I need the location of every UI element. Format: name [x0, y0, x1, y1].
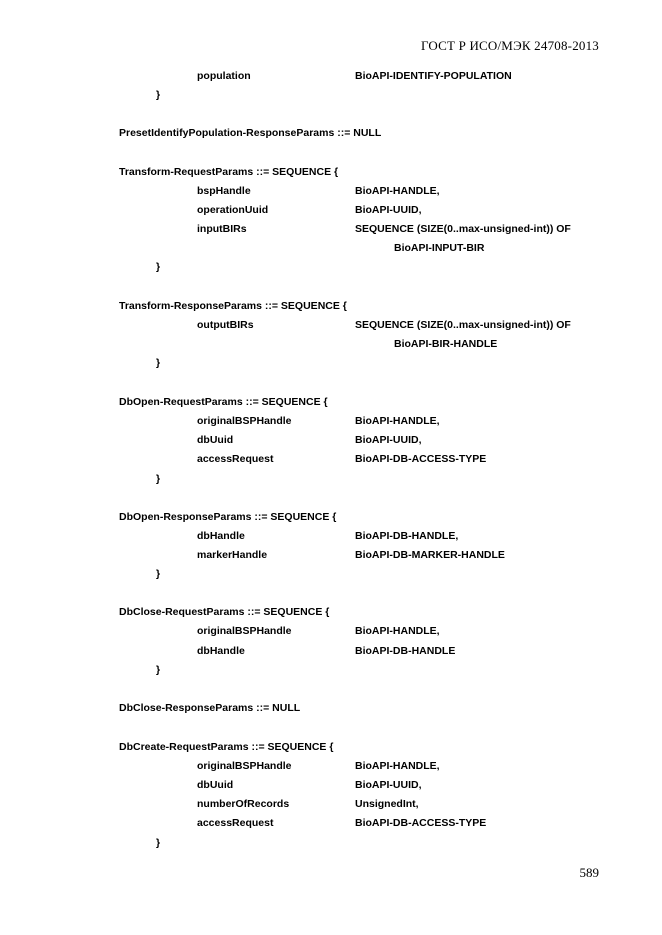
- type-definition: DbCreate-RequestParams ::= SEQUENCE {: [119, 741, 334, 753]
- field-name: dbUuid: [197, 779, 234, 791]
- closing-brace: }: [156, 261, 161, 273]
- field-name: bspHandle: [197, 185, 251, 197]
- field-type: BioAPI-DB-MARKER-HANDLE: [355, 549, 505, 561]
- closing-brace: }: [156, 473, 161, 485]
- page-number: 589: [579, 865, 599, 880]
- type-definition: DbOpen-ResponseParams ::= SEQUENCE {: [119, 511, 337, 523]
- field-type: BioAPI-HANDLE,: [355, 625, 440, 637]
- field-type: SEQUENCE (SIZE(0..max-unsigned-int)) OF: [355, 223, 571, 235]
- field-type: BioAPI-DB-ACCESS-TYPE: [355, 453, 487, 465]
- type-definition: PresetIdentifyPopulation-ResponseParams ::= NULL: [119, 127, 382, 139]
- field-name: originalBSPHandle: [197, 760, 292, 772]
- field-type: BioAPI-HANDLE,: [355, 185, 440, 197]
- type-definition: DbClose-ResponseParams ::= NULL: [119, 702, 301, 714]
- field-type: BioAPI-UUID,: [355, 204, 422, 216]
- field-type: BioAPI-UUID,: [355, 779, 422, 791]
- type-definition: Transform-ResponseParams ::= SEQUENCE {: [119, 300, 347, 312]
- page-header-standard-id: ГОСТ Р ИСО/МЭК 24708-2013: [420, 38, 599, 53]
- field-name: operationUuid: [197, 204, 269, 216]
- closing-brace: }: [156, 357, 161, 369]
- closing-brace: }: [156, 89, 161, 101]
- type-definition: DbClose-RequestParams ::= SEQUENCE {: [119, 606, 330, 618]
- field-name: markerHandle: [197, 549, 268, 561]
- field-type: BioAPI-UUID,: [355, 434, 422, 446]
- field-type: BioAPI-DB-ACCESS-TYPE: [355, 817, 487, 829]
- field-name: numberOfRecords: [197, 798, 290, 810]
- field-type: BioAPI-HANDLE,: [355, 760, 440, 772]
- closing-brace: }: [156, 568, 161, 580]
- field-type: BioAPI-DB-HANDLE,: [355, 530, 459, 542]
- field-name: dbHandle: [197, 645, 245, 657]
- field-name: originalBSPHandle: [197, 625, 292, 637]
- field-name: outputBIRs: [197, 319, 254, 331]
- closing-brace: }: [156, 664, 161, 676]
- field-name: dbUuid: [197, 434, 234, 446]
- closing-brace: }: [156, 837, 161, 849]
- field-type: BioAPI-HANDLE,: [355, 415, 440, 427]
- field-name: originalBSPHandle: [197, 415, 292, 427]
- type-definition: DbOpen-RequestParams ::= SEQUENCE {: [119, 396, 328, 408]
- field-name: accessRequest: [197, 453, 274, 465]
- field-type: SEQUENCE (SIZE(0..max-unsigned-int)) OF: [355, 319, 571, 331]
- type-definition: Transform-RequestParams ::= SEQUENCE {: [119, 166, 339, 178]
- field-name: inputBIRs: [197, 223, 247, 235]
- field-type: BioAPI-DB-HANDLE: [355, 645, 456, 657]
- field-type-continuation: BioAPI-BIR-HANDLE: [394, 338, 498, 350]
- field-type-continuation: BioAPI-INPUT-BIR: [394, 242, 485, 254]
- field-type: UnsignedInt,: [355, 798, 419, 810]
- field-name: accessRequest: [197, 817, 274, 829]
- field-name: dbHandle: [197, 530, 245, 542]
- field-type: BioAPI-IDENTIFY-POPULATION: [355, 70, 512, 82]
- field-name: population: [197, 70, 251, 82]
